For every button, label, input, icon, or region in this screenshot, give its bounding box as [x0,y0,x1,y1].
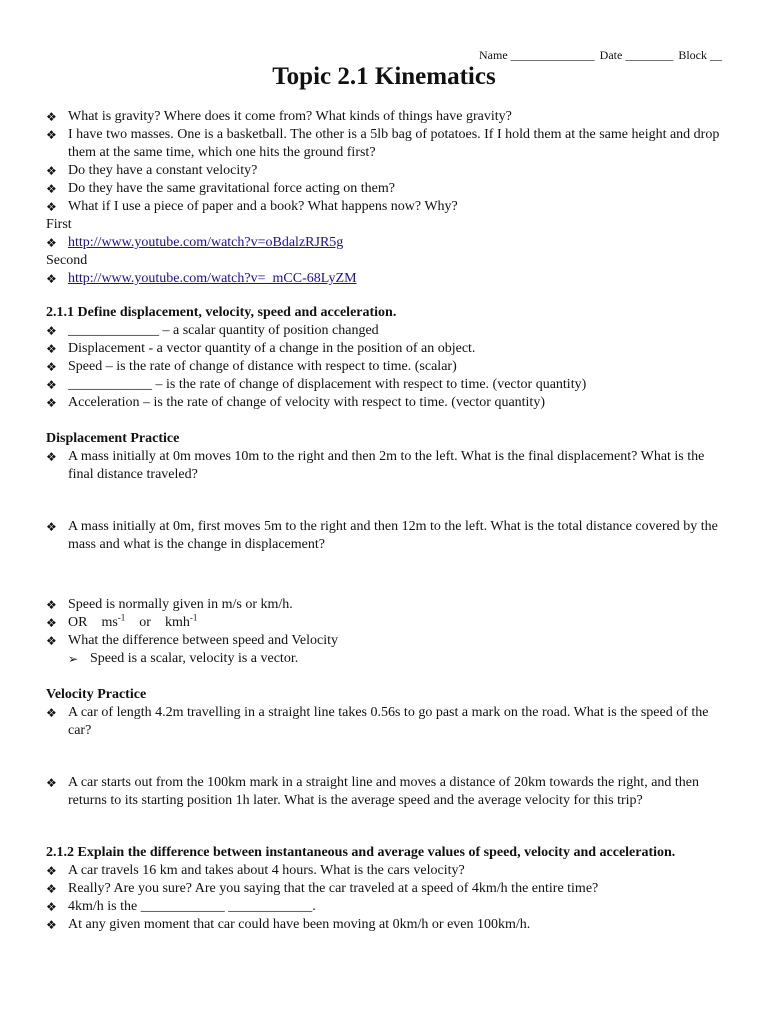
list-item: ❖ Do they have a constant velocity? [46,163,258,178]
diamond-bullet-icon: ❖ [46,864,57,878]
worksheet-content [46,108,722,934]
list-item: ❖ A mass initially at 0m, first moves 5m to the right and then 12m to the left. What is the total distance covered by the mass and what is the change in displacement? [46,519,718,552]
answer-space [46,554,722,596]
definitions-list [46,322,722,412]
spacer [46,810,722,844]
list-item: ❖ Do they have the same gravitational force acting on them? [46,181,395,196]
list-item: ❖ What is gravity? Where does it come from? What kinds of things have gravity? [46,109,512,124]
displacement-question-1 [46,448,722,484]
list-item: ❖ OR $ms^{-1}$ or kmh$^{-1}$ [46,612,198,630]
diamond-bullet-icon: ❖ [46,396,57,410]
answer-space [46,740,722,774]
block-field[interactable]: Block __ [678,48,722,62]
section-heading-2-1-1: 2.1.1 Define displacement, velocity, speed and acceleration. [46,305,397,320]
list-item: ❖ What the difference between speed and Velocity ➢ Speed is a scalar, velocity is a vector. [46,632,722,668]
diamond-bullet-icon: ❖ [46,164,57,178]
list-item: ❖ Acceleration – is the rate of change of velocity with respect to time. (vector quantity) [46,395,545,410]
list-item [46,234,722,252]
spacer [46,412,722,430]
diamond-bullet-icon: ❖ [46,272,57,286]
diamond-bullet-icon: ❖ [46,324,57,338]
section-heading-displacement-practice: Displacement Practice [46,431,180,446]
date-field[interactable]: Date ________ [599,48,674,62]
section-heading-velocity-practice: Velocity Practice [46,687,147,702]
diamond-bullet-icon: ❖ [46,378,57,392]
answer-space [46,484,722,518]
section-heading-2-1-2: 2.1.2 Explain the difference between instantaneous and average values of speed, velocity and acceleration. [46,845,676,860]
list-item: ❖ A car travels 16 km and takes about 4 hours. What is the cars velocity? [46,863,465,878]
spacer [46,288,722,304]
spacer [46,668,722,686]
displacement-question-2 [46,518,722,554]
list-item: ➢ Speed is a scalar, velocity is a vector. [68,651,299,666]
diamond-bullet-icon: ❖ [46,776,57,790]
diamond-bullet-icon: ❖ [46,616,57,630]
list-item: ❖ I have two masses. One is a basketball. The other is a 5lb bag of potatoes. If I hold them at the same height and drop them at the same time, which one hits the ground first? [46,127,720,160]
first-video-list [46,234,722,252]
second-label: Second [46,253,88,268]
list-item: ❖ Displacement - a vector quantity of a change in the position of an object. [46,341,476,356]
page-title: Topic 2.1 Kinematics [272,63,496,90]
list-item: ❖ Really? Are you sure? Are you saying that the car traveled at a speed of 4km/h the entire time? [46,881,599,896]
diamond-bullet-icon: ❖ [46,882,57,896]
diamond-bullet-icon: ❖ [46,706,57,720]
diamond-bullet-icon: ❖ [46,110,57,124]
diamond-bullet-icon: ❖ [46,360,57,374]
name-field[interactable]: Name ______________ [479,48,595,62]
diamond-bullet-icon: ❖ [46,450,57,464]
list-item [46,270,722,288]
arrow-bullet-icon: ➢ [68,652,79,666]
second-video-list [46,270,722,288]
velocity-question-2 [46,774,722,810]
list-item: ❖ A mass initially at 0m moves 10m to the right and then 2m to the left. What is the final displacement? What is the final distance traveled? [46,449,705,482]
list-item: ❖ What if I use a piece of paper and a book? What happens now? Why? [46,199,458,214]
list-item: ❖ Speed is normally given in m/s or km/h. [46,597,293,612]
diamond-bullet-icon: ❖ [46,598,57,612]
diamond-bullet-icon: ❖ [46,200,57,214]
first-video-link[interactable]: http://www.youtube.com/watch?v=oBdalzRJR5g [68,235,344,250]
list-item: ❖ 4km/h is the ____________ ____________. [46,899,316,914]
diamond-bullet-icon: ❖ [46,918,57,932]
list-item: ❖ At any given moment that car could have been moving at 0km/h or even 100km/h. [46,917,531,932]
diamond-bullet-icon: ❖ [46,634,57,648]
sub-list [68,650,722,668]
instantaneous-average-list [46,862,722,934]
diamond-bullet-icon: ❖ [46,128,57,142]
list-item: ❖ A car of length 4.2m travelling in a straight line takes 0.56s to go past a mark on the road. What is the speed of the car? [46,705,709,738]
diamond-bullet-icon: ❖ [46,236,57,250]
diamond-bullet-icon: ❖ [46,900,57,914]
intro-questions [46,108,722,216]
list-item: ❖ ____________ – is the rate of change of displacement with respect to time. (vector quantity) [46,377,587,392]
diamond-bullet-icon: ❖ [46,182,57,196]
diamond-bullet-icon: ❖ [46,342,57,356]
speed-units-list [46,596,722,668]
first-label: First [46,217,72,232]
list-item: ❖ Speed – is the rate of change of distance with respect to time. (scalar) [46,359,457,374]
diamond-bullet-icon: ❖ [46,520,57,534]
velocity-question-1 [46,704,722,740]
list-item: ❖ _____________ – a scalar quantity of position changed [46,323,379,338]
list-item: ❖ A car starts out from the 100km mark in a straight line and moves a distance of 20km towards the right, and then returns to its starting position 1h later. What is the average speed and the average velocity for this trip? [46,775,700,808]
second-video-link[interactable]: http://www.youtube.com/watch?v=_mCC-68LyZM [68,271,357,286]
